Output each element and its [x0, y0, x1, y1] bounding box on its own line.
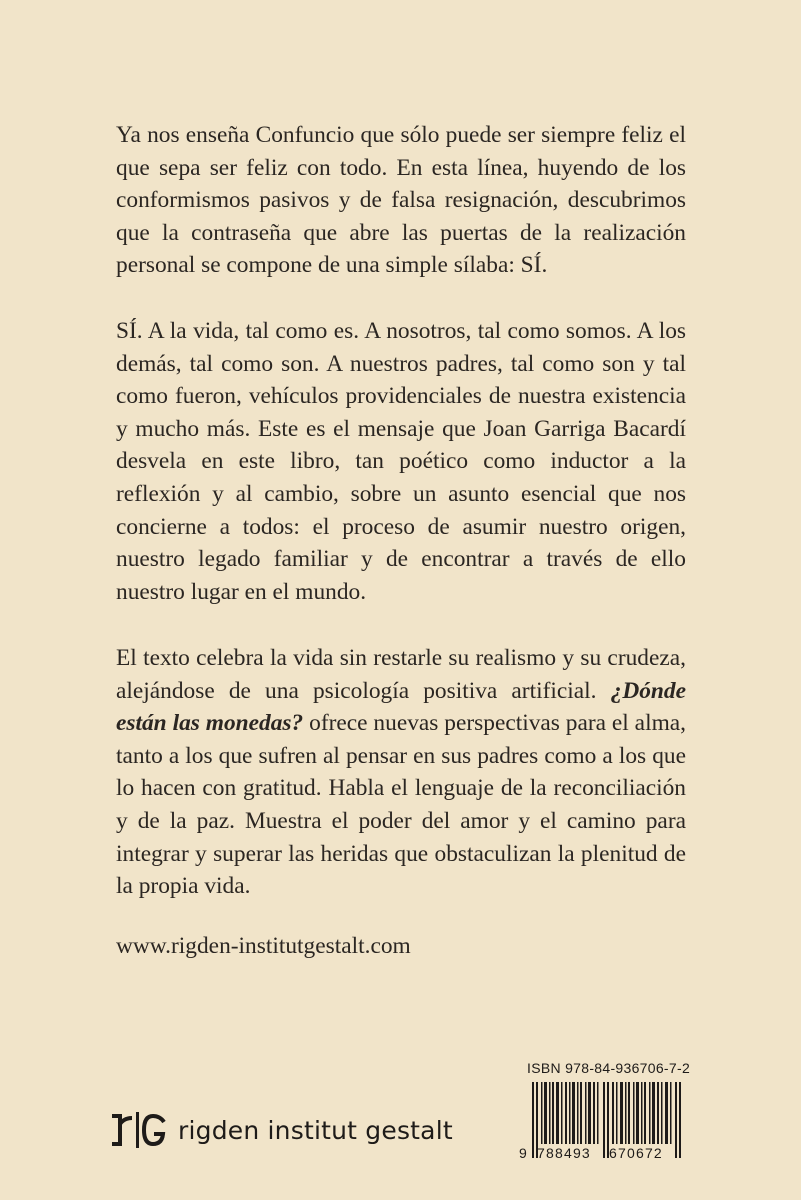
isbn-barcode: [515, 1082, 690, 1162]
paragraph-3-body: ofrece nuevas perspectivas para el alma, tanto a los que sufren al pensar en sus padres como a los que lo hacen con gratitud. Habla el lenguaje de la reconciliación y de la paz. Muestra el poder del amor y el camino para integrar y superar las heridas que obstaculizan la plenitud de la propia vida.: [116, 710, 686, 900]
barcode-left-digits: 788493: [537, 1145, 591, 1161]
back-cover-paragraph-3: [116, 642, 686, 903]
paragraph-3-intro: El texto celebra la vida sin restarle su realismo y su crudeza, alejándose de una psicología positiva artificial.: [116, 645, 686, 704]
back-cover-paragraph-2: SÍ. A la vida, tal como es. A nosotros, tal como somos. A los demás, tal como son. A nuestros padres, tal como son y tal como fueron, vehículos providenciales de nuestra existencia y mucho más. Este es el mensaje que Joan Garriga Bacardí desvela en este libro, tan poético como inductor a la reflexión y al cambio, sobre un asunto esencial que nos concierne a todos: el proceso de asumir nuestro origen, nuestro legado familiar y de encontrar a través de ello nuestro lugar en el mundo.: [116, 318, 686, 605]
back-cover-paragraph-1: Ya nos enseña Confuncio que sólo puede ser siempre feliz el que sepa ser feliz con todo. En esta línea, huyendo de los conformismos pasivos y de falsa resignación, descubrimos que la contraseña que abre las puertas de la realización personal se compone de una simple sílaba: SÍ.: [116, 122, 686, 279]
isbn-label: ISBN 978-84-936706-7-2: [527, 1060, 691, 1076]
barcode-lead-digit: 9: [519, 1145, 527, 1161]
publisher-name: rigden institut gestalt: [178, 1115, 453, 1145]
website-url: www.rigden-institutgestalt.com: [116, 933, 411, 959]
barcode-right-digits: 670672: [609, 1145, 663, 1161]
publisher-logo: [110, 1110, 453, 1150]
book-title: ¿Dónde están las monedas?: [116, 677, 686, 737]
rig-logo-icon: [110, 1110, 168, 1150]
